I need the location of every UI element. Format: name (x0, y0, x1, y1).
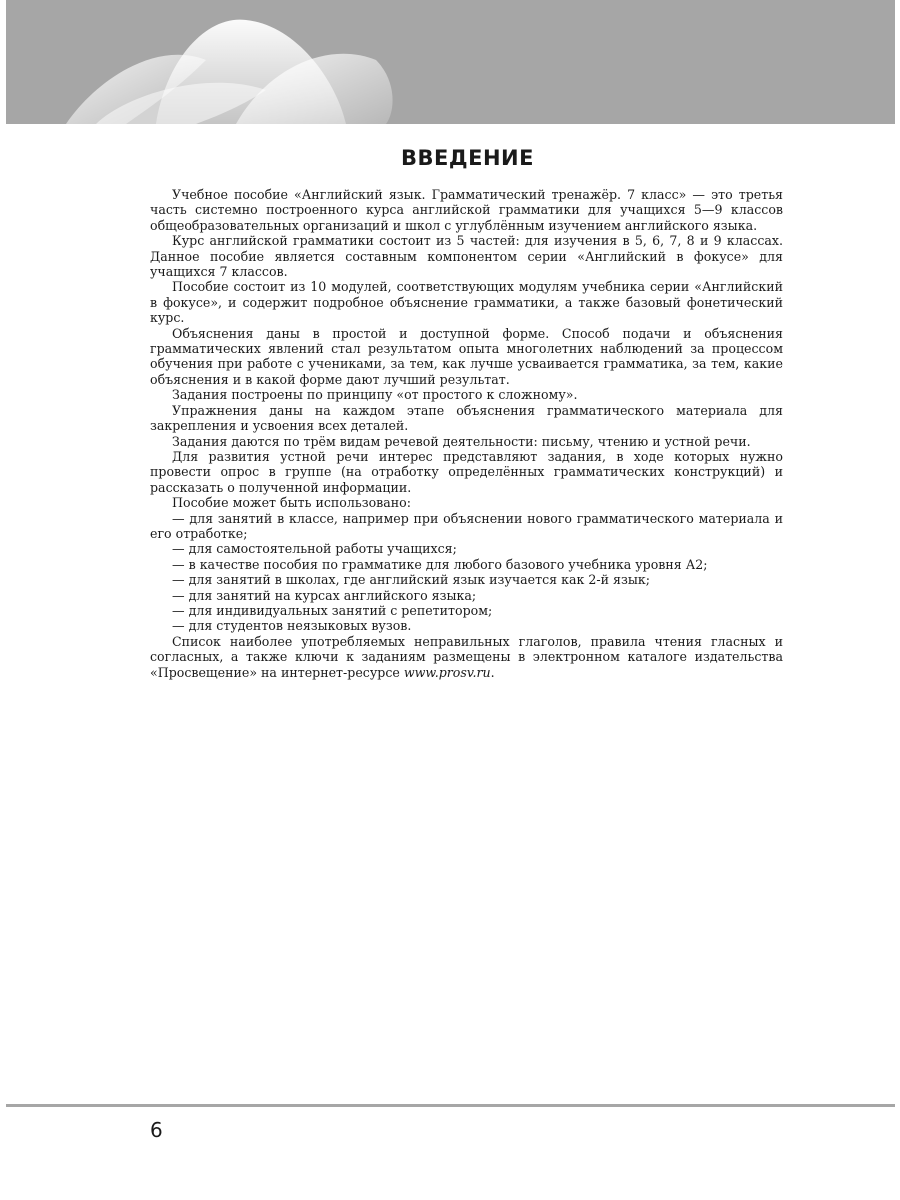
paragraph: Задания даются по трём видам речевой деятельности: письму, чтению и устной речи. (172, 433, 751, 449)
list-item: — для студентов неязыковых вузов. (172, 618, 412, 634)
paragraph: Пособие может быть использовано: (172, 495, 411, 511)
list-item: — для занятий в классе, например при объяснении нового грамматического материала и его отработке; (150, 510, 783, 541)
list-item: — в качестве пособия по грамматике для любого базового учебника уровня А2; (172, 556, 708, 572)
petal-decoration-icon (6, 0, 895, 124)
list-item: — для индивидуальных занятий с репетитором; (172, 602, 493, 618)
page-title: ВВЕДЕНИЕ (401, 146, 534, 170)
list-item: — для самостоятельной работы учащихся; (172, 541, 457, 557)
website-link[interactable]: www.prosv.ru (403, 664, 491, 680)
page-number: 6 (150, 1118, 163, 1142)
paragraph: Учебное пособие «Английский язык. Грамматический тренажёр. 7 класс» — это третья часть системно построенного курса английской грамматики для учащихся 5—9 классов общеобразовательных организаций и школ с углублённым изучением английского языка. (150, 187, 783, 233)
header-band (6, 0, 895, 124)
closing-paragraph (150, 634, 783, 680)
list-item: — для занятий на курсах английского языка; (172, 587, 477, 603)
paragraph: Упражнения даны на каждом этапе объяснения грамматического материала для закрепления и усвоения всех деталей. (150, 402, 783, 434)
list-item: — для занятий в школах, где английский язык изучается как 2-й язык; (172, 572, 650, 588)
paragraph: Пособие состоит из 10 модулей, соответствующих модулям учебника серии «Английский в фокусе», и содержит подробное объяснение грамматики, а также базовый фонетический курс. (150, 279, 783, 326)
paragraph: Задания построены по принципу «от простого к сложному». (172, 387, 578, 403)
closing-text: Список наиболее употребляемых неправильных глаголов, правила чтения гласных и согласных, а также ключи к заданиям размещены в электронном каталоге издательства «Просвещение» на интернет-ресурсе (150, 633, 783, 680)
paragraph: Для развития устной речи интерес представляют задания, в ходе которых нужно провести опрос в группе (на отработку определённых грамматических конструкций) и рассказать о полученной информации. (150, 448, 783, 495)
footer-rule (6, 1104, 895, 1107)
body-text (150, 187, 783, 680)
closing-end: . (490, 664, 495, 680)
paragraph: Курс английской грамматики состоит из 5 частей: для изучения в 5, 6, 7, 8 и 9 классах. Данное пособие является составным компонентом серии «Английский в фокусе» для учащихся 7 классов. (150, 233, 783, 280)
paragraph: Объяснения даны в простой и доступной форме. Способ подачи и объяснения грамматических явлений стал результатом опыта многолетних наблюдений за процессом обучения при работе с учениками, за тем, как лучше усваивается грамматика, за тем, какие объяснения и в какой форме дают лучший результат. (150, 325, 783, 387)
